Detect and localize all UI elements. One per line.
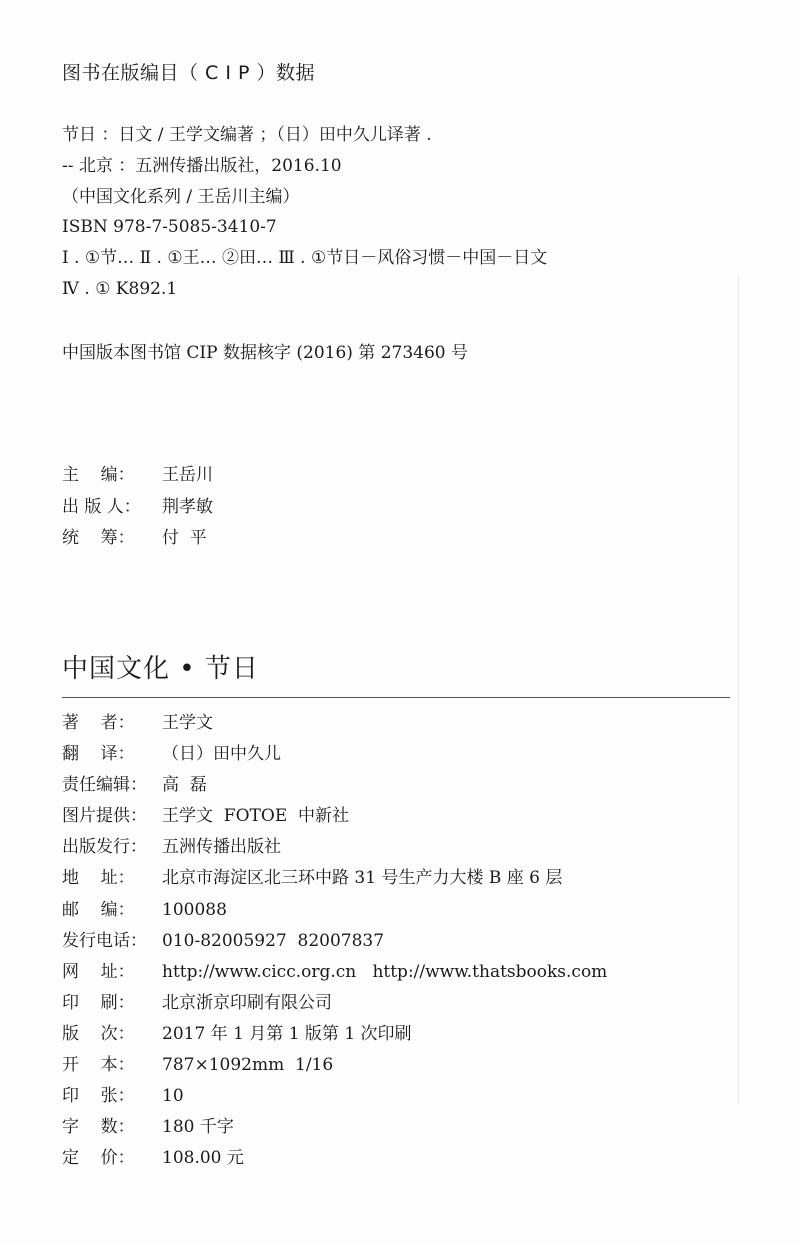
info-value: 五洲传播出版社 xyxy=(162,837,281,858)
info-value: 王学文 FOTOE 中新社 xyxy=(162,806,350,827)
info-value: 787×1092mm 1/16 xyxy=(162,1055,334,1076)
staff-value: 王岳川 xyxy=(162,465,213,485)
info-label: 印 刷： xyxy=(62,992,135,1013)
info-row-format xyxy=(62,1050,607,1081)
cip-line-publisher: -- 北京 ：五洲传播出版社，2016.10 xyxy=(62,155,342,176)
staff-value: 付 平 xyxy=(162,528,207,548)
info-label: 图片提供： xyxy=(62,806,147,827)
staff-row-chief-editor xyxy=(62,460,213,492)
info-row-website xyxy=(62,957,607,988)
info-label: 版 次： xyxy=(62,1023,135,1044)
cip-line-classification: Ⅳ . ① K892.1 xyxy=(62,278,178,299)
info-value: 北京浙京印刷有限公司 xyxy=(162,992,332,1013)
info-label: 出版发行： xyxy=(62,837,147,858)
info-value: 高 磊 xyxy=(162,775,207,796)
staff-label: 统 筹： xyxy=(62,528,135,548)
staff-value: 荆孝敏 xyxy=(162,496,213,517)
info-row-address xyxy=(62,863,607,894)
book-title: 中国文化 • 节日 xyxy=(62,654,259,684)
info-row-author xyxy=(62,708,607,739)
info-row-edition xyxy=(62,1019,607,1050)
info-row-editor xyxy=(62,770,607,801)
info-row-sheets xyxy=(62,1081,607,1112)
cip-verification-number: 中国版本图书馆 CIP 数据核字 (2016) 第 273460 号 xyxy=(62,343,469,363)
info-label: 著 者： xyxy=(62,713,135,733)
staff-row-publisher xyxy=(62,492,213,524)
info-value: http://www.cicc.org.cn http://www.thatsbooks.com xyxy=(162,961,608,982)
info-row-phone xyxy=(62,926,607,957)
cip-line-title: 节日 ：日文 / 王学文编著 ；（日）田中久儿译著 . xyxy=(62,125,432,145)
staff-label: 出 版 人： xyxy=(62,496,141,517)
cip-block xyxy=(62,120,547,305)
info-value: 2017 年 1 月第 1 版第 1 次印刷 xyxy=(162,1023,412,1044)
info-label: 发行电话： xyxy=(62,930,147,951)
info-row-photo-credits xyxy=(62,801,607,832)
info-value: 108.00 元 xyxy=(162,1148,244,1169)
info-label: 字 数： xyxy=(62,1117,135,1138)
info-label: 邮 编： xyxy=(62,899,135,920)
staff-row-coordinator xyxy=(62,523,213,555)
info-row-word-count xyxy=(62,1112,607,1143)
info-label: 开 本： xyxy=(62,1055,135,1076)
info-label: 印 张： xyxy=(62,1086,135,1107)
staff-label: 主 编： xyxy=(62,465,135,485)
bleed-through-column xyxy=(738,275,769,1105)
cip-line-subjects: Ⅰ . ①节… Ⅱ . ①王… ②田… Ⅲ . ①节日－风俗习惯－中国－日文 xyxy=(62,248,548,269)
info-row-printer xyxy=(62,988,607,1019)
info-value: 100088 xyxy=(162,899,227,920)
info-value: 10 xyxy=(162,1086,184,1107)
info-value: 180 千字 xyxy=(162,1117,234,1138)
info-value: 010-82005927 82007837 xyxy=(162,930,385,951)
info-value: （日）田中久儿 xyxy=(162,744,281,765)
info-label: 责任编辑： xyxy=(62,775,147,796)
staff-list xyxy=(62,460,213,555)
info-value: 北京市海淀区北三环中路 31 号生产力大楼 B 座 6 层 xyxy=(162,868,563,889)
publication-info xyxy=(62,708,607,1174)
info-row-distribution xyxy=(62,832,607,863)
title-divider xyxy=(62,697,730,698)
cip-line-isbn: ISBN 978-7-5085-3410-7 xyxy=(62,217,277,238)
info-label: 网 址： xyxy=(62,961,135,982)
cip-heading: 图书在版编目（ C I P ）数据 xyxy=(62,62,315,84)
info-value: 王学文 xyxy=(162,713,213,733)
info-row-postcode xyxy=(62,895,607,926)
info-label: 翻 译： xyxy=(62,744,135,765)
info-row-price xyxy=(62,1143,607,1174)
cip-line-series: （中国文化系列 / 王岳川主编） xyxy=(62,186,300,207)
info-label: 定 价： xyxy=(62,1148,135,1169)
info-label: 地 址： xyxy=(62,868,135,889)
info-row-translator xyxy=(62,739,607,770)
